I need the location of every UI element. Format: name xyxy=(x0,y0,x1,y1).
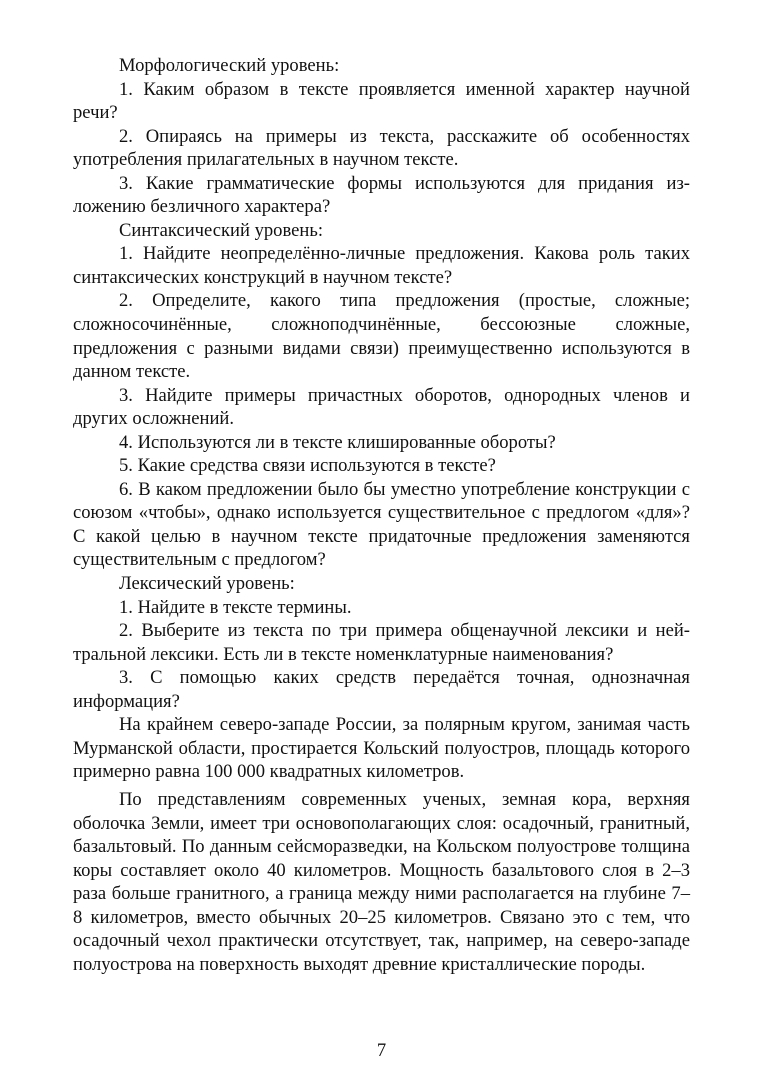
question-syntax-3: 3. Найдите примеры причастных оборотов, однородных членов и других осложнений. xyxy=(73,384,690,430)
question-morphology-2: 2. Опираясь на примеры из текста, расскажите об особенностях употребления прилагательных в научном тексте. xyxy=(73,125,690,171)
text-paragraph-kola-location: На крайнем северо-западе России, за полярным кругом, занимая часть Мурманской области, простирается Кольский полуостров, площадь которого примерно равна 100 000 квадратных километров. xyxy=(73,714,690,783)
question-syntax-4: 4. Используются ли в тексте клишированные обороты? xyxy=(119,431,556,453)
question-syntax-2: 2. Определите, какого типа предложения (простые, сложные; сложносочинённые, сложноподчинённые, бессоюзные сложные, предложения с разными видами связи) преимущественно используются в данном тексте. xyxy=(73,290,690,383)
question-syntax-5: 5. Какие средства связи используются в тексте? xyxy=(119,455,496,477)
question-lexicon-1: 1. Найдите в тексте термины. xyxy=(119,596,352,618)
question-morphology-3: 3. Какие грамматические формы используются для придания изложению безличного характера? xyxy=(73,172,690,218)
section-heading-morphology: Морфологический уровень: xyxy=(119,55,340,76)
question-morphology-1: 1. Каким образом в тексте проявляется именной характер научной речи? xyxy=(73,78,690,124)
question-syntax-6: 6. В каком предложении было бы уместно употребление конструкции с союзом «чтобы», однако используется существительное с предлогом «для»? С какой целью в научном тексте придаточные предложения заменяются существительным с предлогом? xyxy=(73,478,690,571)
document-body xyxy=(73,54,690,976)
section-heading-syntax: Синтаксический уровень: xyxy=(119,219,323,241)
text-paragraph-earth-crust: По представлениям современных ученых, земная кора, верхняя оболочка Земли, имеет три основополагающих слоя: осадочный, гранитный, базальтовый. По данным сейсморазведки, на Кольском полуострове толщина коры составляет около 40 километров. Мощность базальтового слоя в 2–3 раза больше гранитного, а граница между ними располагается на глубине 7–8 километров, вместо обычных 20–25 километров. Связано это с тем, что осадочный чехол практически отсутствует, так, например, на северо-западе полуострова на поверхность выходят древние кристаллические породы. xyxy=(73,788,690,975)
page-number: 7 xyxy=(376,1040,387,1061)
question-lexicon-2: 2. Выберите из текста по три примера общенаучной лексики и нейтральной лексики. Есть ли в тексте номенклатурные наименования? xyxy=(73,620,690,665)
question-syntax-1: 1. Найдите неопределённо-личные предложения. Какова роль таких синтаксических конструкций в научном тексте? xyxy=(73,243,690,288)
section-heading-lexicon: Лексический уровень: xyxy=(119,573,295,595)
question-lexicon-3: 3. С помощью каких средств передаётся точная, однозначная информация? xyxy=(73,667,690,712)
